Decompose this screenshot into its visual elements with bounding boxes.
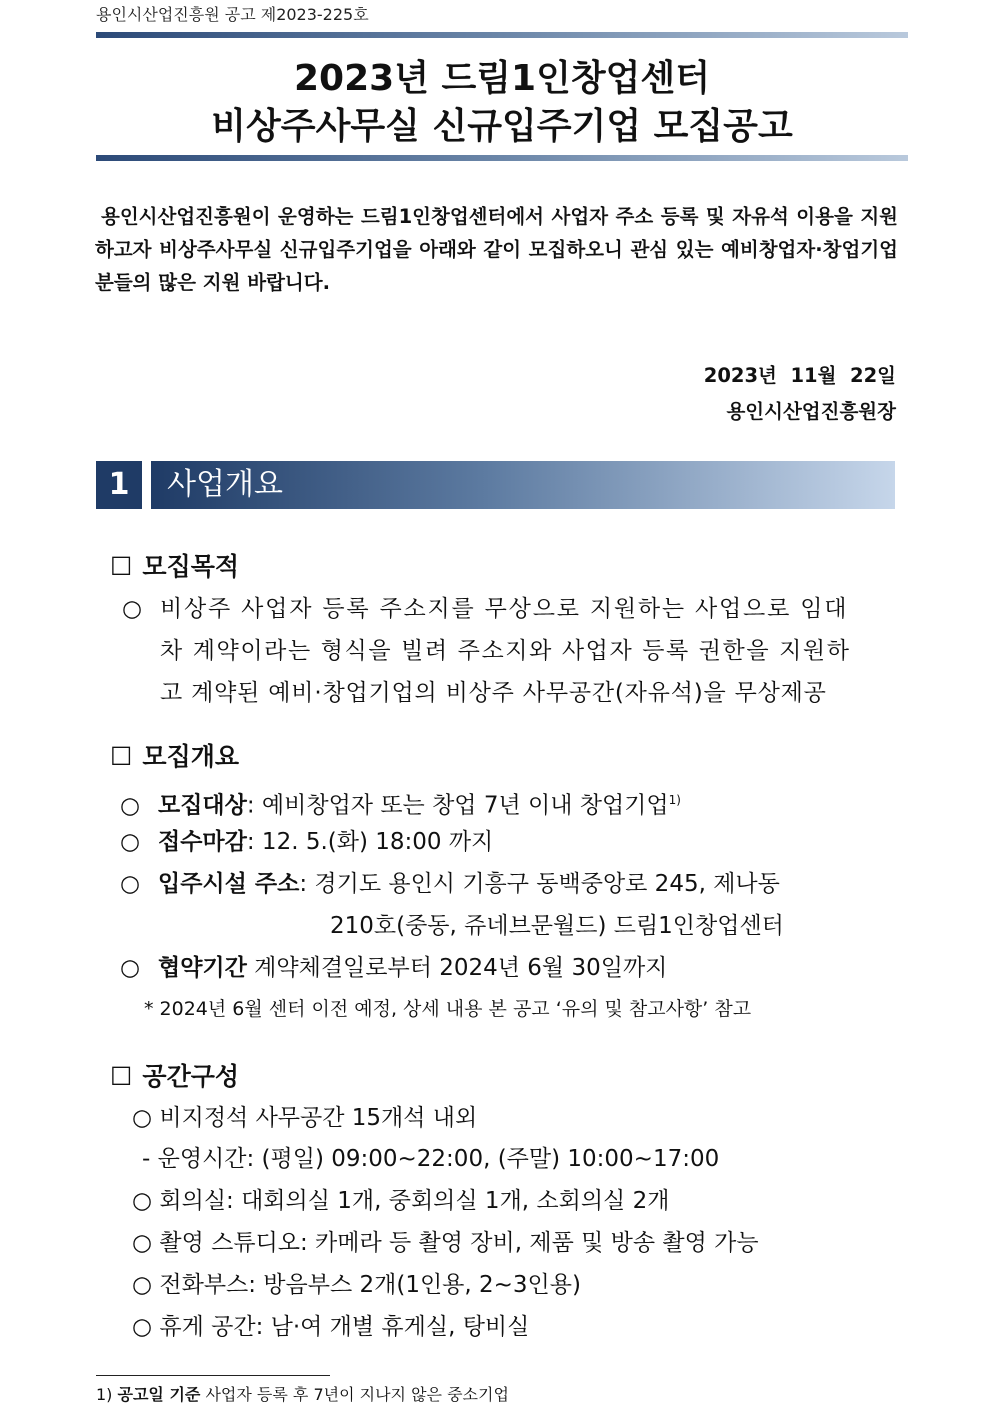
overview-heading-text: 모집개요	[142, 742, 240, 771]
deadline-sep: :	[246, 829, 255, 855]
space-heading	[110, 1057, 239, 1093]
announcement-date: 2023년 11월 22일	[703, 364, 896, 387]
bullet-circle-icon: ○	[120, 871, 141, 897]
checkbox-square-icon: ☐	[110, 742, 133, 771]
target-sep: :	[246, 792, 255, 819]
period-text: 계약체결일로부터 2024년 6월 30일까지	[246, 955, 668, 981]
title-top-rule	[96, 32, 908, 38]
purpose-line-1: 비상주 사업자 등록 주소지를 무상으로 지원하는 사업으로 임대	[160, 596, 849, 622]
purpose-line-2: 차 계약이라는 형식을 빌려 주소지와 사업자 등록 권한을 지원하	[160, 638, 851, 664]
overview-item-address	[120, 863, 780, 905]
intro-paragraph: 용인시산업진흥원이 운영하는 드림1인창업센터에서 사업자 주소 등록 및 자유석 이용을 지원하고자 비상주사무실 신규입주기업을 아래와 같이 모집하오니 관심 있는 예비창업자·창업기업 분들의 많은 지원 바랍니다.	[95, 205, 898, 294]
space-item-hours: - 운영시간: (평일) 09:00~22:00, (주말) 10:00~17:00	[142, 1146, 720, 1172]
space-item-phone-booth: ○ 전화부스: 방음부스 2개(1인용, 2~3인용)	[132, 1272, 581, 1298]
bullet-circle-icon: ○	[120, 829, 141, 855]
title-line-1: 2023년 드림1인창업센터	[294, 58, 710, 99]
bullet-circle-icon: ○	[120, 792, 141, 819]
target-text: 예비창업자 또는 창업 7년 이내 창업기업	[254, 792, 669, 819]
target-label: 모집대상	[158, 792, 247, 819]
address-continuation: 210호(중동, 쥬네브문월드) 드림1인창업센터	[330, 913, 784, 939]
footnote-text: 사업자 등록 후 7년이 지나지 않은 중소기업	[200, 1385, 509, 1404]
space-item-desks: ○ 비지정석 사무공간 15개석 내외	[132, 1105, 478, 1131]
title-line-2: 비상주사무실 신규입주기업 모집공고	[211, 106, 793, 147]
relocation-note: * 2024년 6월 센터 이전 예정, 상세 내용 본 공고 ‘유의 및 참고사항’ 참고	[144, 998, 752, 1020]
address-label: 입주시설 주소	[158, 871, 300, 897]
overview-heading	[110, 737, 239, 773]
purpose-heading-text: 모집목적	[142, 552, 240, 581]
section-number: 1	[96, 461, 142, 509]
checkbox-square-icon: ☐	[110, 552, 133, 581]
footnote-bold: 공고일 기준	[117, 1385, 201, 1404]
issuer-name: 용인시산업진흥원장	[726, 400, 896, 423]
space-item-lounge: ○ 휴게 공간: 남·여 개별 휴게실, 탕비실	[132, 1314, 530, 1340]
bullet-circle-icon: ○	[120, 955, 141, 981]
footnote-rule	[96, 1375, 330, 1376]
space-heading-text: 공간구성	[142, 1062, 240, 1091]
deadline-text: 12. 5.(화) 18:00 까지	[254, 829, 494, 855]
section-title: 사업개요	[151, 461, 895, 509]
address-sep: :	[299, 871, 308, 897]
footnote-ref: 1)	[668, 793, 681, 807]
period-label: 협약기간	[158, 955, 247, 981]
space-item-meeting-rooms: ○ 회의실: 대회의실 1개, 중회의실 1개, 소회의실 2개	[132, 1188, 670, 1214]
overview-item-deadline	[120, 821, 493, 863]
address-text: 경기도 용인시 기흥구 동백중앙로 245, 제나동	[307, 871, 780, 897]
title-bottom-rule	[96, 155, 908, 161]
deadline-label: 접수마감	[158, 829, 247, 855]
footnote	[96, 1382, 509, 1405]
footnote-mark: 1)	[96, 1385, 113, 1404]
space-item-studio: ○ 촬영 스튜디오: 카메라 등 촬영 장비, 제품 및 방송 촬영 가능	[132, 1230, 759, 1256]
checkbox-square-icon: ☐	[110, 1062, 133, 1091]
purpose-bullet-icon: ○	[122, 596, 143, 622]
overview-item-period	[120, 947, 667, 989]
document-number: 용인시산업진흥원 공고 제2023-225호	[96, 5, 369, 24]
purpose-line-3: 고 계약된 예비·창업기업의 비상주 사무공간(자유석)을 무상제공	[160, 680, 827, 706]
overview-item-target	[120, 779, 681, 827]
purpose-heading	[110, 547, 239, 583]
